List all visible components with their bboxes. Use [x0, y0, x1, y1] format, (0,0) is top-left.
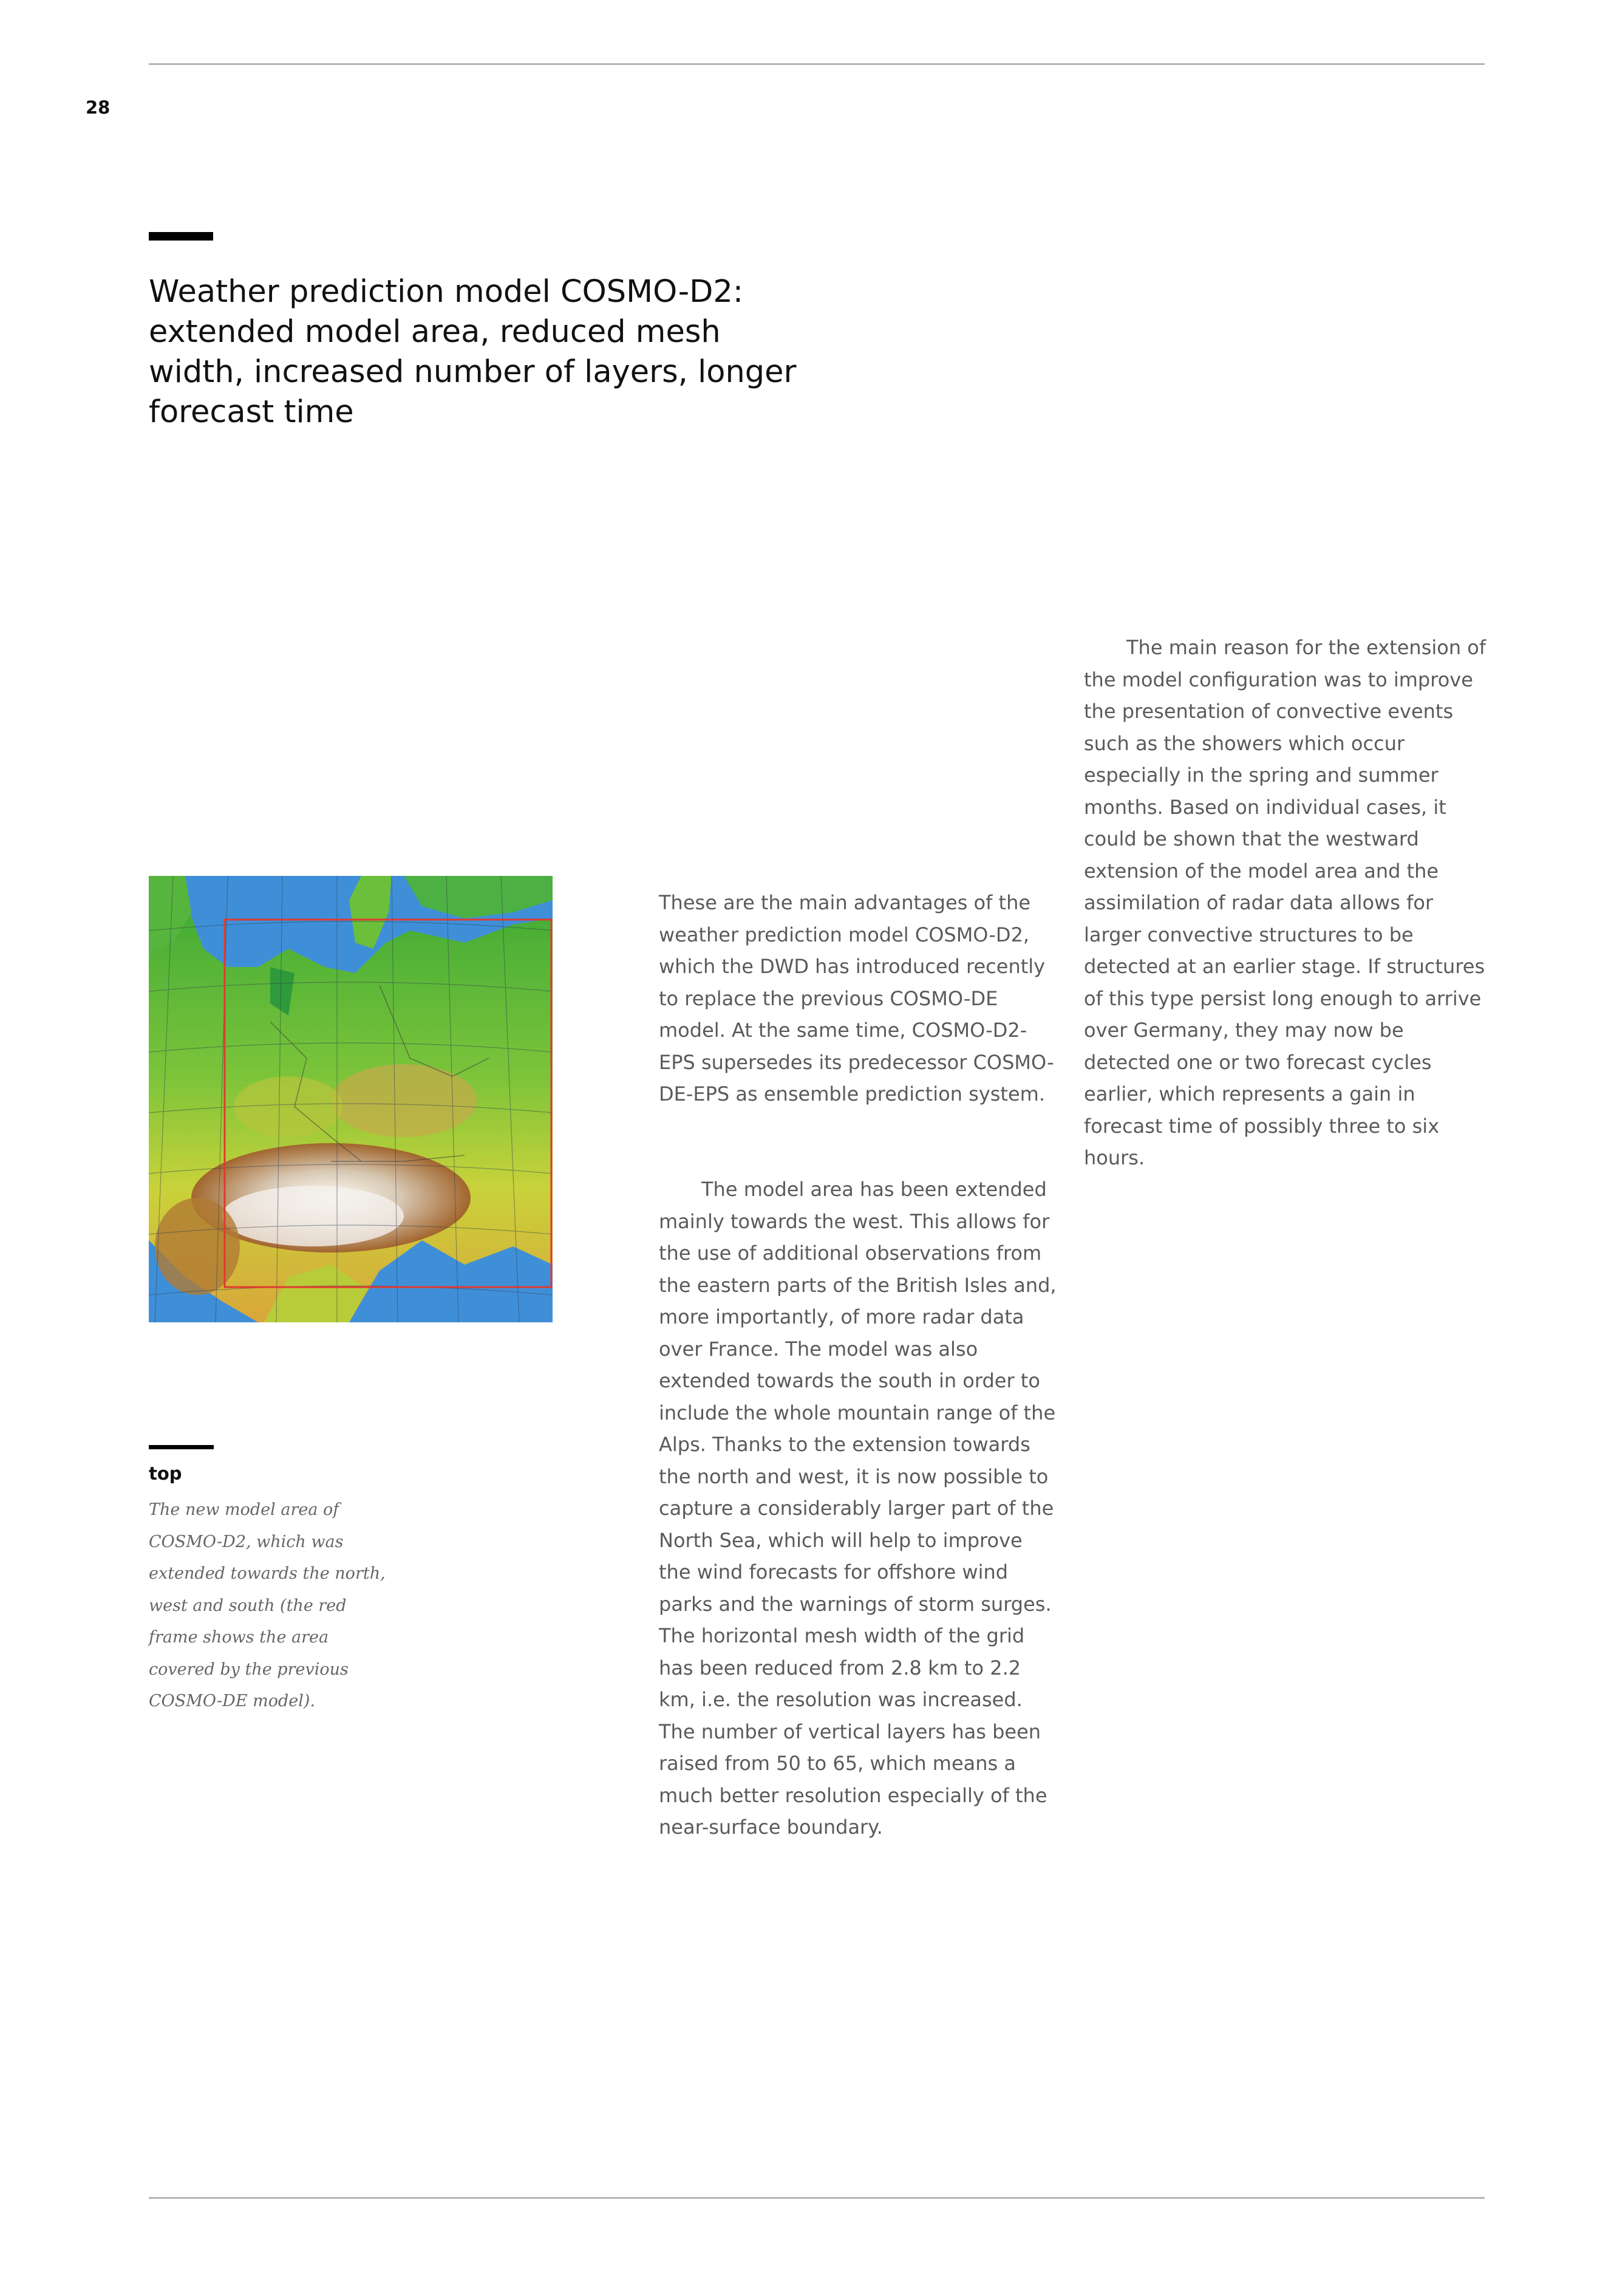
figure-caption-label: top [149, 1463, 182, 1484]
body-paragraph-2: The model area has been extended mainly towards the west. This allows for the use of additional observations from the eastern parts of the British Isles and, more importantly, of more radar data over France. The model was also extended towards the south in order to include the whole mountain range of the Alps. Thanks to the extension towards the north and west, it is now possible to capture a considerably larger part of the North Sea, which will help to improve the wind forecasts for offshore wind parks and the warnings of storm surges. The horizontal mesh width of the grid has been reduced from 2.8 km to 2.2 km, i.e. the resolution was increased. The number of vertical layers has been raised from 50 to 65, which means a much better resolution especially of the near-surface boundary. [659, 1178, 1057, 1839]
figure-caption: The new model area of COSMO-D2, which was extended towards the north, west and south (the red frame shows the area covered by the previous COSMO-DE model). [149, 1500, 386, 1710]
footer-rule [149, 2197, 1485, 2199]
caption-accent-bar [149, 1445, 214, 1449]
page-number: 28 [86, 97, 111, 118]
body-paragraph-3: The main reason for the extension of the model configuration was to improve the presentation of convective events such as the showers which occur especially in the spring and summer months. Based on individual cases, it could be shown that the westward extension of the model area and the assimilation of radar data allows for larger convective structures to be detected at an earlier stage. If structures of this type persist long enough to arrive over Germany, they may now be detected one or two forecast cycles earlier, which represents a gain in forecast time of possibly three to six hours. [1084, 636, 1486, 1169]
body-paragraph-1: These are the main advantages of the weather prediction model COSMO-D2, which the DWD has introduced recently to replace the previous COSMO-DE model. At the same time, COSMO-D2-EPS supersedes its predecessor COSMO-DE-EPS as ensemble prediction system. [659, 891, 1054, 1105]
page-title: Weather prediction model COSMO-D2: extended model area, reduced mesh width, increased number of layers, longer forecast time [149, 274, 797, 430]
topographic-map-image [149, 876, 553, 1322]
header-rule [149, 63, 1485, 65]
title-accent-bar [149, 232, 213, 241]
